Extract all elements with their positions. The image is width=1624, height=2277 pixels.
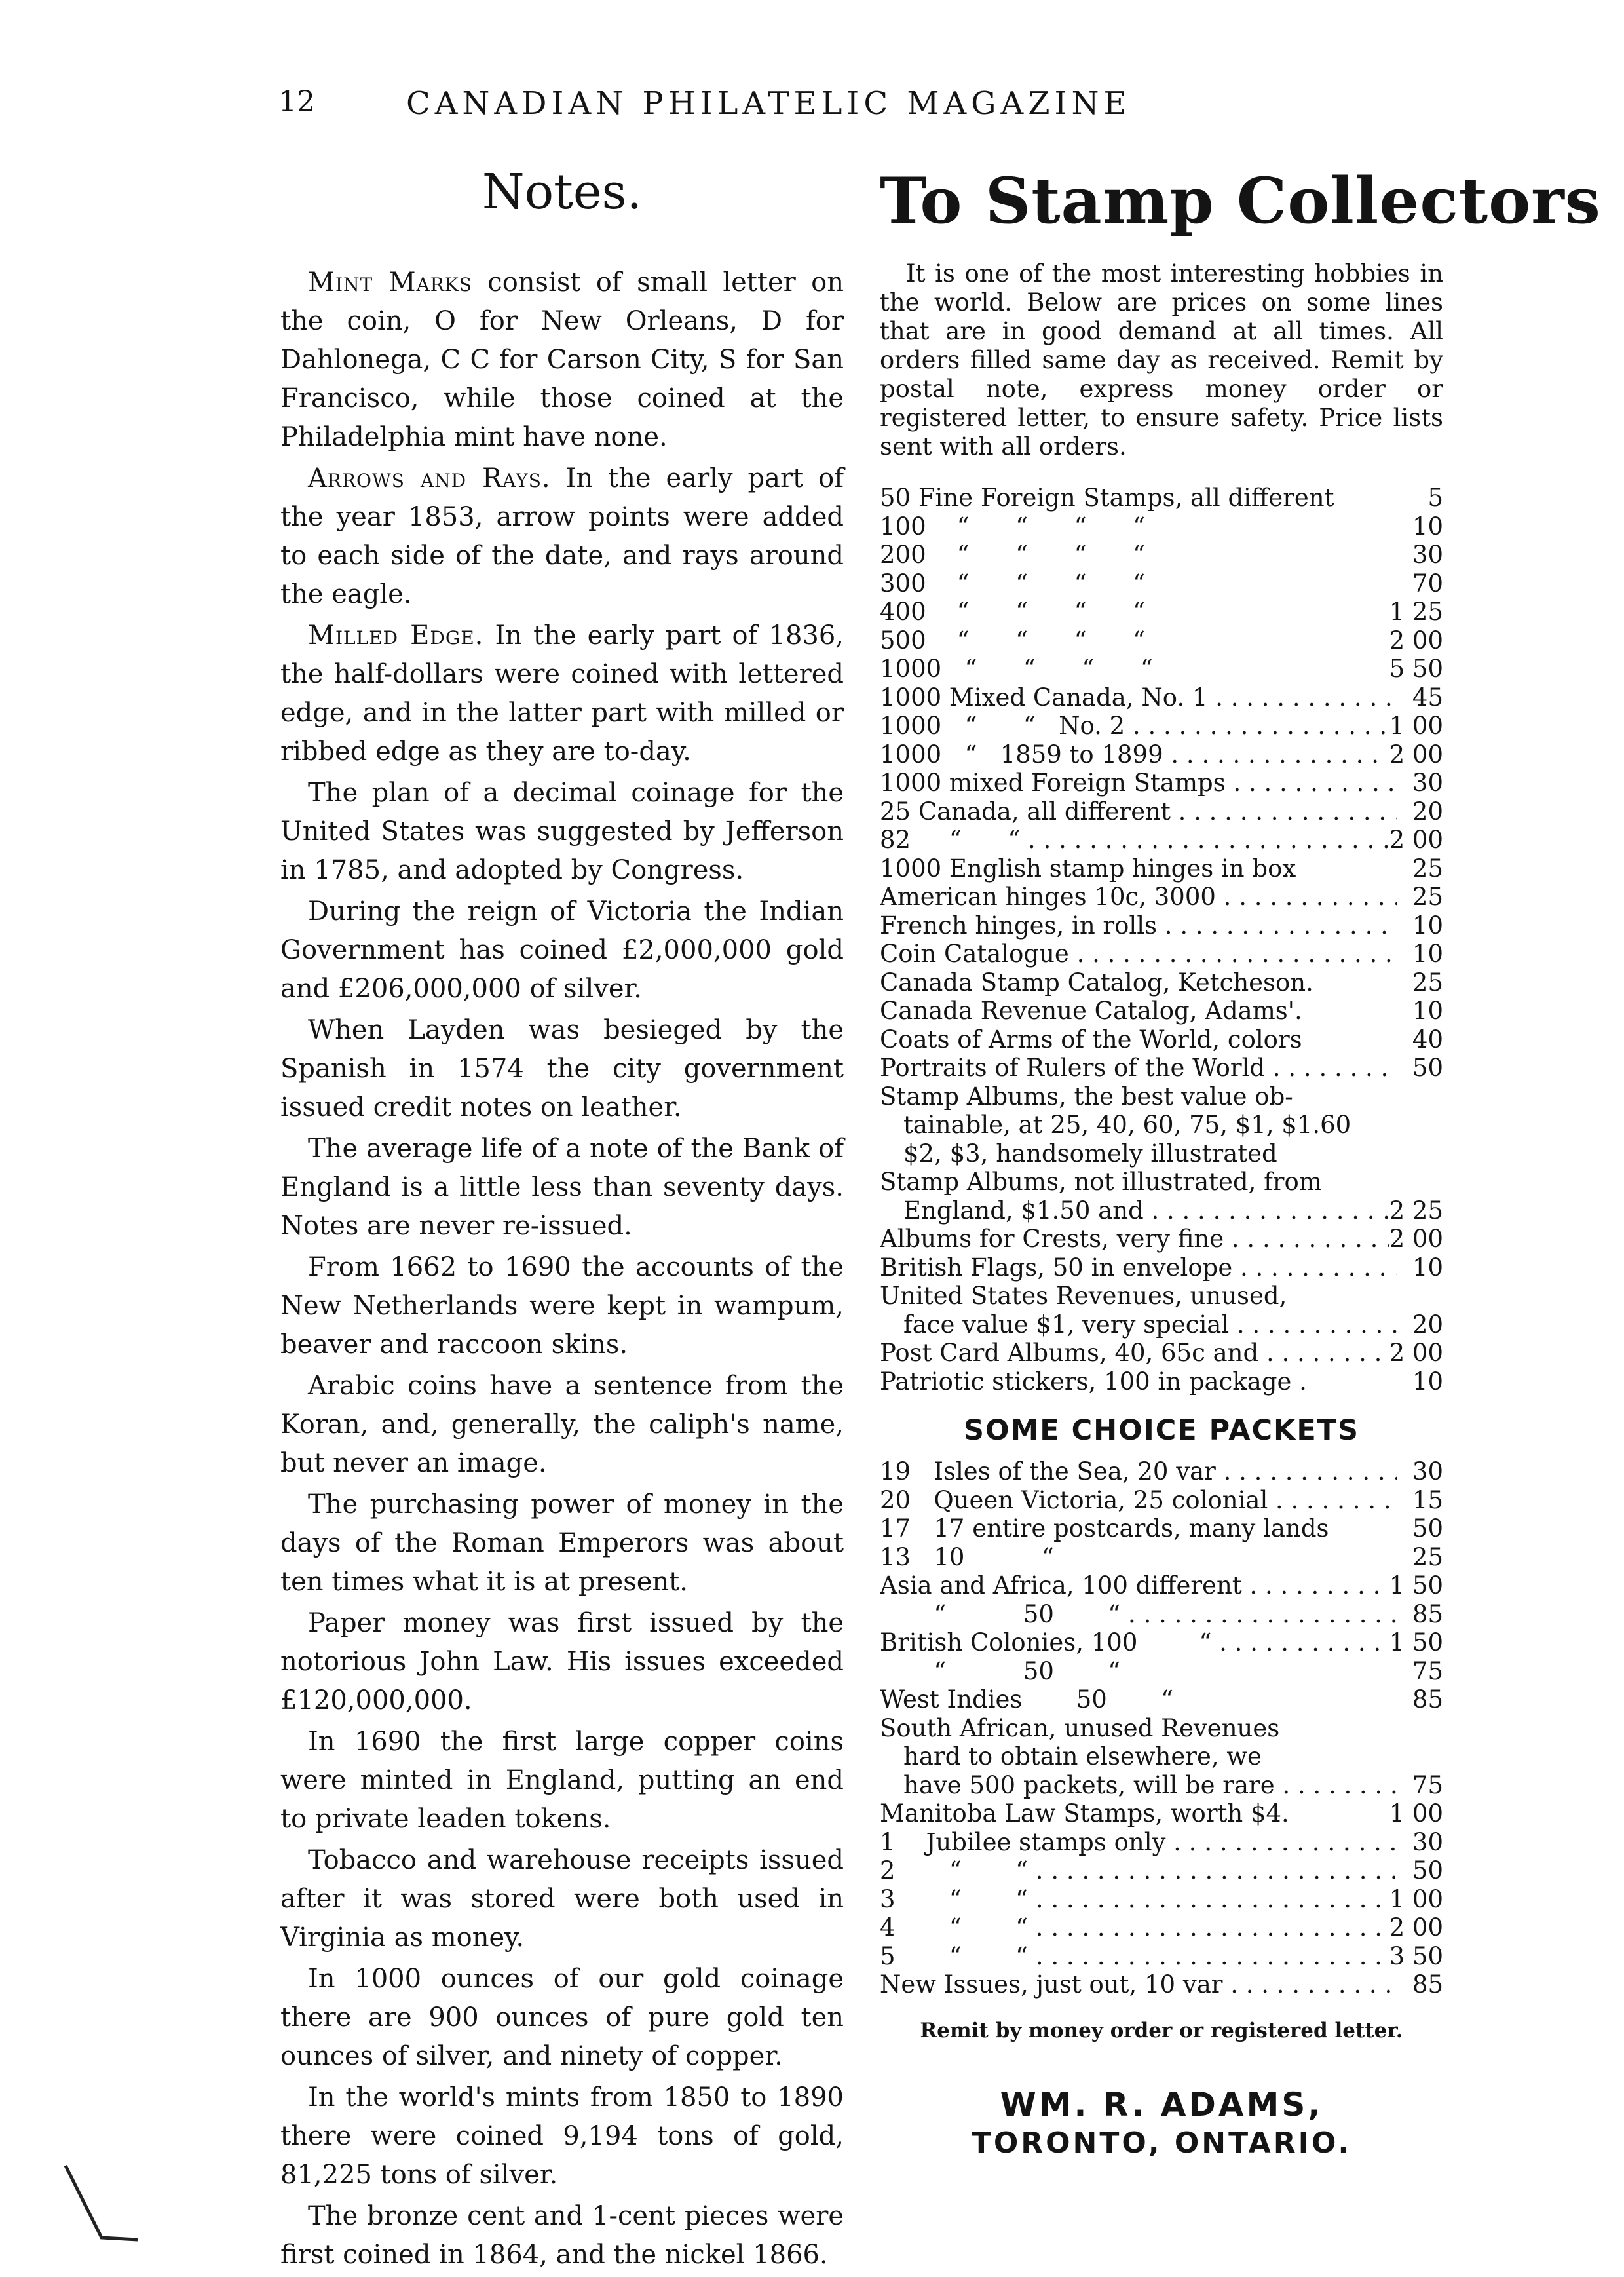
price-row bbox=[880, 541, 1443, 569]
ad-heading: To Stamp Collectors bbox=[880, 164, 1601, 238]
note-paragraph bbox=[280, 1011, 844, 1127]
price-value: 1 50 bbox=[1389, 1571, 1443, 1599]
note-paragraph bbox=[280, 1723, 844, 1839]
price-row bbox=[880, 1571, 1443, 1600]
price-item: 25 Canada, all different . . . bbox=[880, 797, 1397, 826]
price-value: 1 50 bbox=[1389, 1628, 1443, 1656]
price-value: 40 bbox=[1412, 1025, 1443, 1054]
price-item: West Indies 50 “ bbox=[880, 1685, 1174, 1713]
note-paragraph bbox=[280, 1604, 844, 1720]
price-item: face value $1, very special . . . bbox=[880, 1311, 1397, 1339]
price-row bbox=[880, 1253, 1443, 1282]
price-value: 45 bbox=[1412, 683, 1443, 712]
price-value: 75 bbox=[1412, 1656, 1443, 1685]
price-row bbox=[880, 1856, 1443, 1885]
price-row bbox=[880, 1054, 1443, 1082]
note-paragraph bbox=[280, 1130, 844, 1246]
price-row bbox=[880, 1543, 1443, 1572]
note-paragraph bbox=[280, 774, 844, 890]
price-row bbox=[880, 683, 1443, 712]
note-text: Arabic coins have a sentence from the Koran, and, generally, the caliph's name, but never an image. bbox=[280, 1371, 844, 1478]
price-value: 50 bbox=[1412, 1514, 1443, 1542]
price-value: 2 00 bbox=[1389, 626, 1443, 655]
price-value bbox=[1397, 1714, 1443, 1743]
price-item: Patriotic stickers, 100 in package . bbox=[880, 1367, 1307, 1396]
price-item: 4 “ “ . . . bbox=[880, 1913, 1389, 1942]
price-row bbox=[880, 1970, 1443, 1999]
price-value: 30 bbox=[1412, 1457, 1443, 1485]
price-row bbox=[880, 1368, 1443, 1396]
price-value: 20 bbox=[1412, 797, 1443, 826]
price-item: South African, unused Revenues bbox=[880, 1713, 1280, 1742]
note-text: Paper money was first issued by the notorious John Law. His issues exceeded £120,000,000. bbox=[280, 1608, 844, 1715]
price-item: 17 17 entire postcards, many lands bbox=[880, 1514, 1329, 1542]
price-value: 1 00 bbox=[1389, 712, 1443, 740]
price-value: 25 bbox=[1412, 883, 1443, 911]
note-text: The purchasing power of money in the days of the Roman Emperors was about ten times what it is at present. bbox=[280, 1489, 844, 1597]
price-value: 10 bbox=[1412, 997, 1443, 1025]
price-item: 5 “ “ . . . bbox=[880, 1942, 1389, 1971]
seller-name: WM. R. ADAMS, bbox=[1000, 2085, 1323, 2124]
price-value: 10 bbox=[1412, 940, 1443, 968]
price-row bbox=[880, 512, 1443, 541]
price-value: 25 bbox=[1412, 968, 1443, 997]
price-row bbox=[880, 1486, 1443, 1515]
price-item: 13 10 “ bbox=[880, 1542, 1054, 1571]
price-item: tainable, at 25, 40, 60, 75, $1, $1.60 bbox=[903, 1111, 1351, 1139]
note-lead: Mint Marks bbox=[308, 267, 472, 297]
price-value: 2 00 bbox=[1389, 1913, 1443, 1942]
price-item: 1000 “ 1859 to 1899 . . . bbox=[880, 740, 1389, 769]
note-text: In 1000 ounces of our gold coinage there are 900 ounces of pure gold ten ounces of silver, and ninety of copper. bbox=[280, 1964, 844, 2071]
packet-list bbox=[880, 1457, 1443, 1999]
price-value: 10 bbox=[1412, 911, 1443, 940]
price-row bbox=[880, 1913, 1443, 1942]
price-value: 85 bbox=[1412, 1685, 1443, 1713]
running-head bbox=[278, 85, 1353, 124]
price-item: $2, $3, handsomely illustrated bbox=[903, 1139, 1277, 1168]
price-row bbox=[880, 1742, 1443, 1771]
price-value: 75 bbox=[1412, 1770, 1443, 1799]
price-row bbox=[880, 854, 1443, 883]
seller-city: TORONTO, ONTARIO. bbox=[971, 2126, 1352, 2160]
price-row bbox=[880, 1225, 1443, 1253]
price-row bbox=[880, 1339, 1443, 1368]
price-row bbox=[880, 1628, 1443, 1657]
price-value bbox=[1397, 1168, 1443, 1196]
price-item: England, $1.50 and . . . bbox=[880, 1196, 1389, 1225]
notes-heading: Notes. bbox=[482, 164, 643, 220]
note-text: During the reign of Victoria the Indian Government has coined £2,000,000 gold and £206,000,000 of silver. bbox=[280, 896, 844, 1004]
price-item: Post Card Albums, 40, 65c and . . . bbox=[880, 1339, 1389, 1368]
price-row bbox=[880, 1799, 1443, 1828]
note-text: In 1690 the first large copper coins were minted in England, putting an end to private leaden tokens. bbox=[280, 1727, 844, 1834]
price-item: Coats of Arms of the World, colors bbox=[880, 1025, 1302, 1054]
price-item: 82 “ “ . . . bbox=[880, 826, 1389, 854]
price-value: 2 00 bbox=[1389, 1225, 1443, 1253]
price-row bbox=[880, 712, 1443, 740]
note-paragraph bbox=[280, 2078, 844, 2194]
price-row bbox=[880, 1714, 1443, 1743]
price-item: Canada Revenue Catalog, Adams'. bbox=[880, 997, 1302, 1025]
note-text: From 1662 to 1690 the accounts of the New Netherlands were kept in wampum, beaver and raccoon skins. bbox=[280, 1252, 844, 1360]
price-item: 400 “ “ “ “ bbox=[880, 598, 1146, 626]
price-row bbox=[880, 826, 1443, 854]
note-text: In the early part of 1836, the half-dollars were coined with lettered edge, and in the latter part with milled or ribbed edge as they are to-day. bbox=[280, 621, 844, 767]
price-value: 30 bbox=[1412, 769, 1443, 797]
price-value: 25 bbox=[1412, 854, 1443, 883]
note-text: consist of small letter on the coin, O for New Orleans, D for Dahlonega, C C for Carson City, S for San Francisco, while those coined at the Philadelphia mint have none. bbox=[280, 267, 844, 452]
price-item: 3 “ “ . . . bbox=[880, 1885, 1389, 1914]
note-paragraph bbox=[280, 1485, 844, 1601]
note-lead: Milled Edge. bbox=[308, 621, 484, 651]
note-text: In the world's mints from 1850 to 1890 there were coined 9,194 tons of gold, 81,225 tons of silver. bbox=[280, 2082, 844, 2190]
magazine-title: CANADIAN PHILATELIC MAGAZINE bbox=[406, 85, 1131, 122]
note-text: When Layden was besieged by the Spanish in 1574 the city government issued credit notes on leather. bbox=[280, 1015, 844, 1122]
price-value: 30 bbox=[1412, 1827, 1443, 1856]
price-item: 300 “ “ “ “ bbox=[880, 569, 1146, 598]
price-row bbox=[880, 1457, 1443, 1486]
price-item: hard to obtain elsewhere, we bbox=[903, 1742, 1262, 1770]
price-value: 1 00 bbox=[1389, 1799, 1443, 1827]
note-paragraph bbox=[280, 2197, 844, 2274]
note-paragraph bbox=[280, 892, 844, 1008]
notes-column bbox=[280, 164, 844, 2277]
note-paragraph bbox=[280, 617, 844, 771]
notes-body bbox=[280, 263, 844, 2274]
price-row bbox=[880, 1657, 1443, 1686]
price-row bbox=[880, 1082, 1443, 1111]
price-row bbox=[880, 1942, 1443, 1971]
note-paragraph bbox=[280, 263, 844, 457]
price-item: 1000 mixed Foreign Stamps . . . bbox=[880, 769, 1397, 797]
price-value: 3 50 bbox=[1389, 1942, 1443, 1970]
price-row bbox=[880, 740, 1443, 769]
price-item: Stamp Albums, not illustrated, from bbox=[880, 1168, 1322, 1196]
price-value: 85 bbox=[1412, 1599, 1443, 1628]
ad-intro: It is one of the most interesting hobbies in the world. Below are prices on some lines that are in good demand at all times. All orders filled same day as received. Remit by postal note, express money order or registered letter, to ensure safety. Price lists sent with all orders. bbox=[880, 259, 1443, 461]
price-row bbox=[880, 940, 1443, 968]
price-row bbox=[880, 1196, 1443, 1225]
price-row bbox=[880, 1771, 1443, 1800]
price-item: French hinges, in rolls . . . bbox=[880, 911, 1397, 940]
price-row bbox=[880, 968, 1443, 997]
price-value: 10 bbox=[1412, 512, 1443, 541]
price-item: 1000 Mixed Canada, No. 1 . . . bbox=[880, 683, 1397, 712]
price-row bbox=[880, 1168, 1443, 1196]
price-value: 2 00 bbox=[1389, 740, 1443, 769]
price-item: 500 “ “ “ “ bbox=[880, 626, 1146, 655]
price-row bbox=[880, 626, 1443, 655]
price-row bbox=[880, 1828, 1443, 1857]
price-item: 2 “ “ . . . bbox=[880, 1856, 1397, 1885]
price-item: Albums for Crests, very fine . . . bbox=[880, 1225, 1389, 1253]
price-row bbox=[880, 1111, 1443, 1139]
price-value: 2 00 bbox=[1389, 1339, 1443, 1367]
price-value: 10 bbox=[1412, 1367, 1443, 1396]
price-item: “ 50 “ bbox=[880, 1656, 1121, 1685]
note-paragraph bbox=[280, 1367, 844, 1483]
price-row bbox=[880, 484, 1443, 512]
note-text: The average life of a note of the Bank of England is a little less than seventy days. Notes are never re-issued. bbox=[280, 1134, 844, 1241]
price-item: Coin Catalogue . . . bbox=[880, 940, 1397, 968]
note-text: The plan of a decimal coinage for the United States was suggested by Jefferson in 1785, and adopted by Congress. bbox=[280, 778, 844, 885]
price-value: 25 bbox=[1412, 1542, 1443, 1571]
price-item: British Colonies, 100 “ . . . bbox=[880, 1628, 1389, 1657]
price-value: 1 00 bbox=[1389, 1885, 1443, 1913]
note-text: Tobacco and warehouse receipts issued after it was stored were both used in Virginia as money. bbox=[280, 1845, 844, 1953]
price-item: 200 “ “ “ “ bbox=[880, 541, 1146, 569]
price-value bbox=[1397, 1282, 1443, 1311]
note-paragraph bbox=[280, 459, 844, 614]
price-value: 85 bbox=[1412, 1970, 1443, 1999]
price-item: Asia and Africa, 100 different . . . bbox=[880, 1571, 1389, 1600]
price-value: 2 00 bbox=[1389, 826, 1443, 854]
price-value bbox=[1397, 1082, 1443, 1111]
price-row bbox=[880, 911, 1443, 940]
price-item: 50 Fine Foreign Stamps, all different bbox=[880, 484, 1334, 512]
note-paragraph bbox=[280, 1841, 844, 1957]
price-item: 1000 “ “ No. 2 . . . bbox=[880, 712, 1389, 740]
price-value: 2 25 bbox=[1389, 1196, 1443, 1225]
price-item: Canada Stamp Catalog, Ketcheson. bbox=[880, 968, 1313, 997]
price-row bbox=[880, 569, 1443, 598]
price-row bbox=[880, 1282, 1443, 1311]
packets-heading: SOME CHOICE PACKETS bbox=[963, 1414, 1360, 1447]
price-item: New Issues, just out, 10 var . . . bbox=[880, 1970, 1397, 1999]
note-text: In the early part of the year 1853, arrow points were added to each side of the date, and rays around the eagle. bbox=[280, 463, 844, 609]
price-row bbox=[880, 1139, 1443, 1168]
price-row bbox=[880, 655, 1443, 683]
price-item: have 500 packets, will be rare . . . bbox=[880, 1771, 1397, 1800]
price-row bbox=[880, 883, 1443, 911]
price-item: 1 Jubilee stamps only . . . bbox=[880, 1828, 1397, 1857]
price-value bbox=[1397, 1139, 1443, 1168]
price-value: 70 bbox=[1412, 569, 1443, 598]
price-row bbox=[880, 797, 1443, 826]
price-item: 19 Isles of the Sea, 20 var . . . bbox=[880, 1457, 1397, 1486]
price-item: Manitoba Law Stamps, worth $4. bbox=[880, 1799, 1289, 1827]
page-number: 12 bbox=[278, 85, 315, 119]
price-value bbox=[1397, 1742, 1443, 1771]
price-list bbox=[880, 484, 1443, 1396]
price-item: American hinges 10c, 3000 . . . bbox=[880, 883, 1397, 911]
price-row bbox=[880, 1600, 1443, 1629]
note-paragraph bbox=[280, 1960, 844, 2076]
price-value: 20 bbox=[1412, 1310, 1443, 1339]
price-row bbox=[880, 1311, 1443, 1339]
note-lead: Arrows and Rays. bbox=[308, 463, 551, 493]
price-item: 20 Queen Victoria, 25 colonial . . . bbox=[880, 1486, 1397, 1515]
price-row bbox=[880, 1685, 1443, 1714]
price-item: 1000 “ “ “ “ bbox=[880, 655, 1153, 683]
margin-pencil-mark bbox=[62, 2162, 141, 2248]
price-item: British Flags, 50 in envelope . . . bbox=[880, 1253, 1397, 1282]
price-value: 5 bbox=[1427, 484, 1443, 512]
price-value: 50 bbox=[1412, 1856, 1443, 1885]
price-row bbox=[880, 1025, 1443, 1054]
price-item: 1000 English stamp hinges in box bbox=[880, 854, 1296, 883]
price-row bbox=[880, 769, 1443, 797]
price-item: 100 “ “ “ “ bbox=[880, 512, 1146, 541]
price-value: 5 50 bbox=[1389, 655, 1443, 683]
price-item: “ 50 “ . . . bbox=[880, 1600, 1397, 1629]
remit-note: Remit by money order or registered letter. bbox=[920, 2018, 1403, 2042]
price-row bbox=[880, 1514, 1443, 1543]
price-value: 1 25 bbox=[1389, 598, 1443, 626]
price-value: 50 bbox=[1412, 1054, 1443, 1082]
note-text: The bronze cent and 1-cent pieces were first coined in 1864, and the nickel 1866. bbox=[280, 2201, 844, 2270]
price-row bbox=[880, 598, 1443, 626]
advertisement-column bbox=[880, 164, 1601, 2162]
price-value bbox=[1397, 1111, 1443, 1139]
price-value: 10 bbox=[1412, 1253, 1443, 1282]
price-item: Portraits of Rulers of the World . . . bbox=[880, 1054, 1397, 1082]
note-paragraph bbox=[280, 1248, 844, 1364]
price-row bbox=[880, 997, 1443, 1025]
price-value: 30 bbox=[1412, 541, 1443, 569]
price-item: United States Revenues, unused, bbox=[880, 1282, 1287, 1310]
price-row bbox=[880, 1885, 1443, 1914]
price-item: Stamp Albums, the best value ob- bbox=[880, 1082, 1293, 1111]
price-value: 15 bbox=[1412, 1485, 1443, 1514]
